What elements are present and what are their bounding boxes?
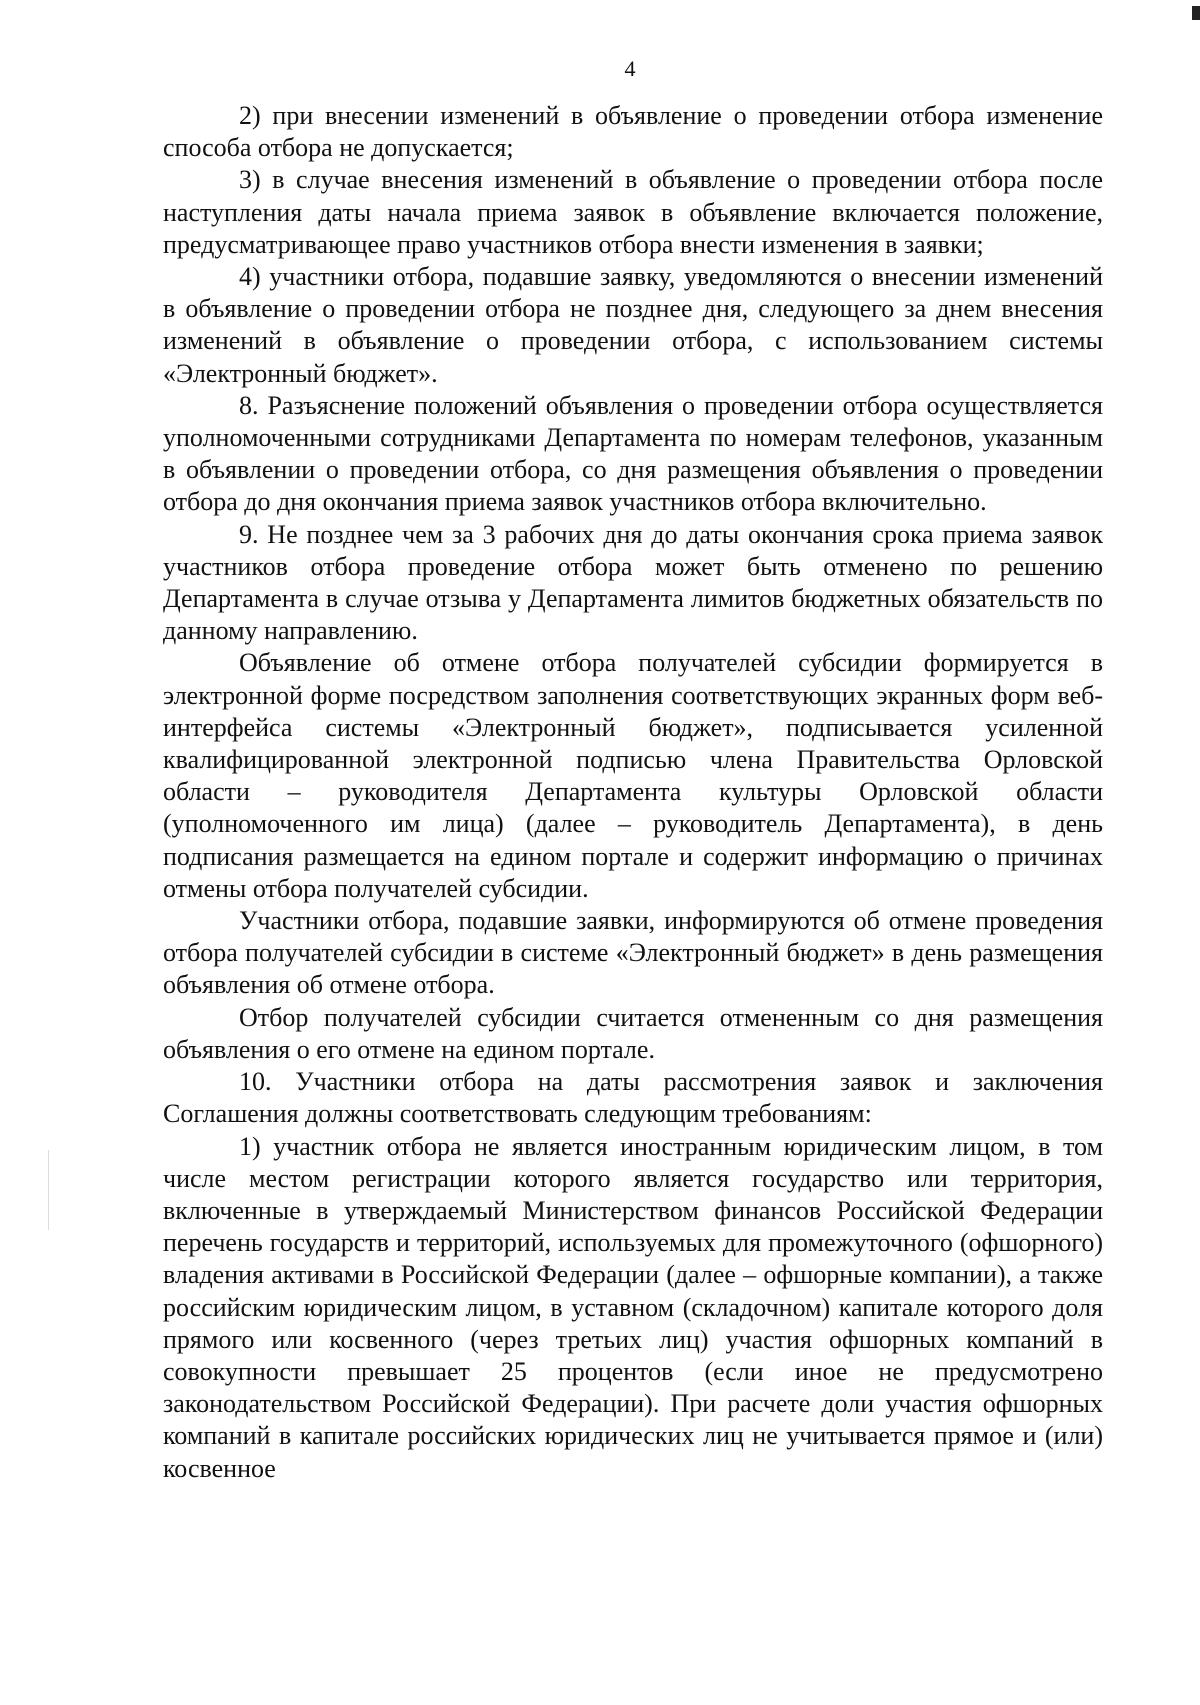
scan-margin-line [48,1150,49,1230]
document-body [163,100,1103,1485]
paragraph-clause-10: 10. Участники отбора на даты рассмотрения заявок и заключения Соглашения должны соответствовать следующим требованиям: [163,1067,1103,1129]
paragraph-clause-8: 8. Разъяснение положений объявления о проведении отбора осуществляется уполномоченными сотрудниками Департамента по номерам телефонов, указанным в объявлении о проведении отбора, со дня размещения объявления о проведении отбора до дня окончания приема заявок участников отбора включительно. [163,390,1103,517]
paragraph-cancellation-notice: Объявление об отмене отбора получателей субсидии формируется в электронной форме посредством заполнения соответствующих экранных форм веб-интерфейса системы «Электронный бюджет», подписывается усиленной квалифицированной электронной подписью члена Правительства Орловской области – руководителя Департамента культуры Орловской области (уполномоченного им лица) (далее – руководитель Департамента), в день подписания размещается на едином портале и содержит информацию о причинах отмены отбора получателей субсидии. [163,648,1103,903]
scan-corner-mark [1192,6,1200,20]
paragraph-clause-9: 9. Не позднее чем за 3 рабочих дня до даты окончания срока приема заявок участников отбора проведение отбора может быть отменено по решению Департамента в случае отзыва у Департамента лимитов бюджетных обязательств по данному направлению. [163,519,1103,646]
paragraph-selection-cancelled: Отбор получателей субсидии считается отмененным со дня размещения объявления о его отмене на едином портале. [163,1002,1103,1064]
paragraph-participants-informed: Участники отбора, подавшие заявки, информируются об отмене проведения отбора получателей субсидии в системе «Электронный бюджет» в день размещения объявления об отмене отбора. [163,906,1103,1000]
paragraph-requirement-1: 1) участник отбора не является иностранным юридическим лицом, в том числе местом регистрации которого является государство или территория, включенные в утверждаемый Министерством финансов Российской Федерации перечень государств и территорий, используемых для промежуточного (офшорного) владения активами в Российской Федерации (далее – офшорные компании), а также российским юридическим лицом, в уставном (складочном) капитале которого доля прямого или косвенного (через третьих лиц) участия офшорных компаний в совокупности превышает 25 процентов (если иное не предусмотрено законодательством Российской Федерации). При расчете доли участия офшорных компаний в капитале российских юридических лиц не учитывается прямое и (или) косвенное [163,1131,1103,1483]
paragraph-item-3: 3) в случае внесения изменений в объявление о проведении отбора после наступления даты начала приема заявок в объявление включается положение, предусматривающее право участников отбора внести изменения в заявки; [163,165,1103,259]
paragraph-item-4: 4) участники отбора, подавшие заявку, уведомляются о внесении изменений в объявление о проведении отбора не позднее дня, следующего за днем внесения изменений в объявление о проведении отбора, с использованием системы «Электронный бюджет». [163,262,1103,388]
paragraph-item-2: 2) при внесении изменений в объявление о проведении отбора изменение способа отбора не допускается; [163,101,1103,163]
page-number: 4 [624,56,636,81]
